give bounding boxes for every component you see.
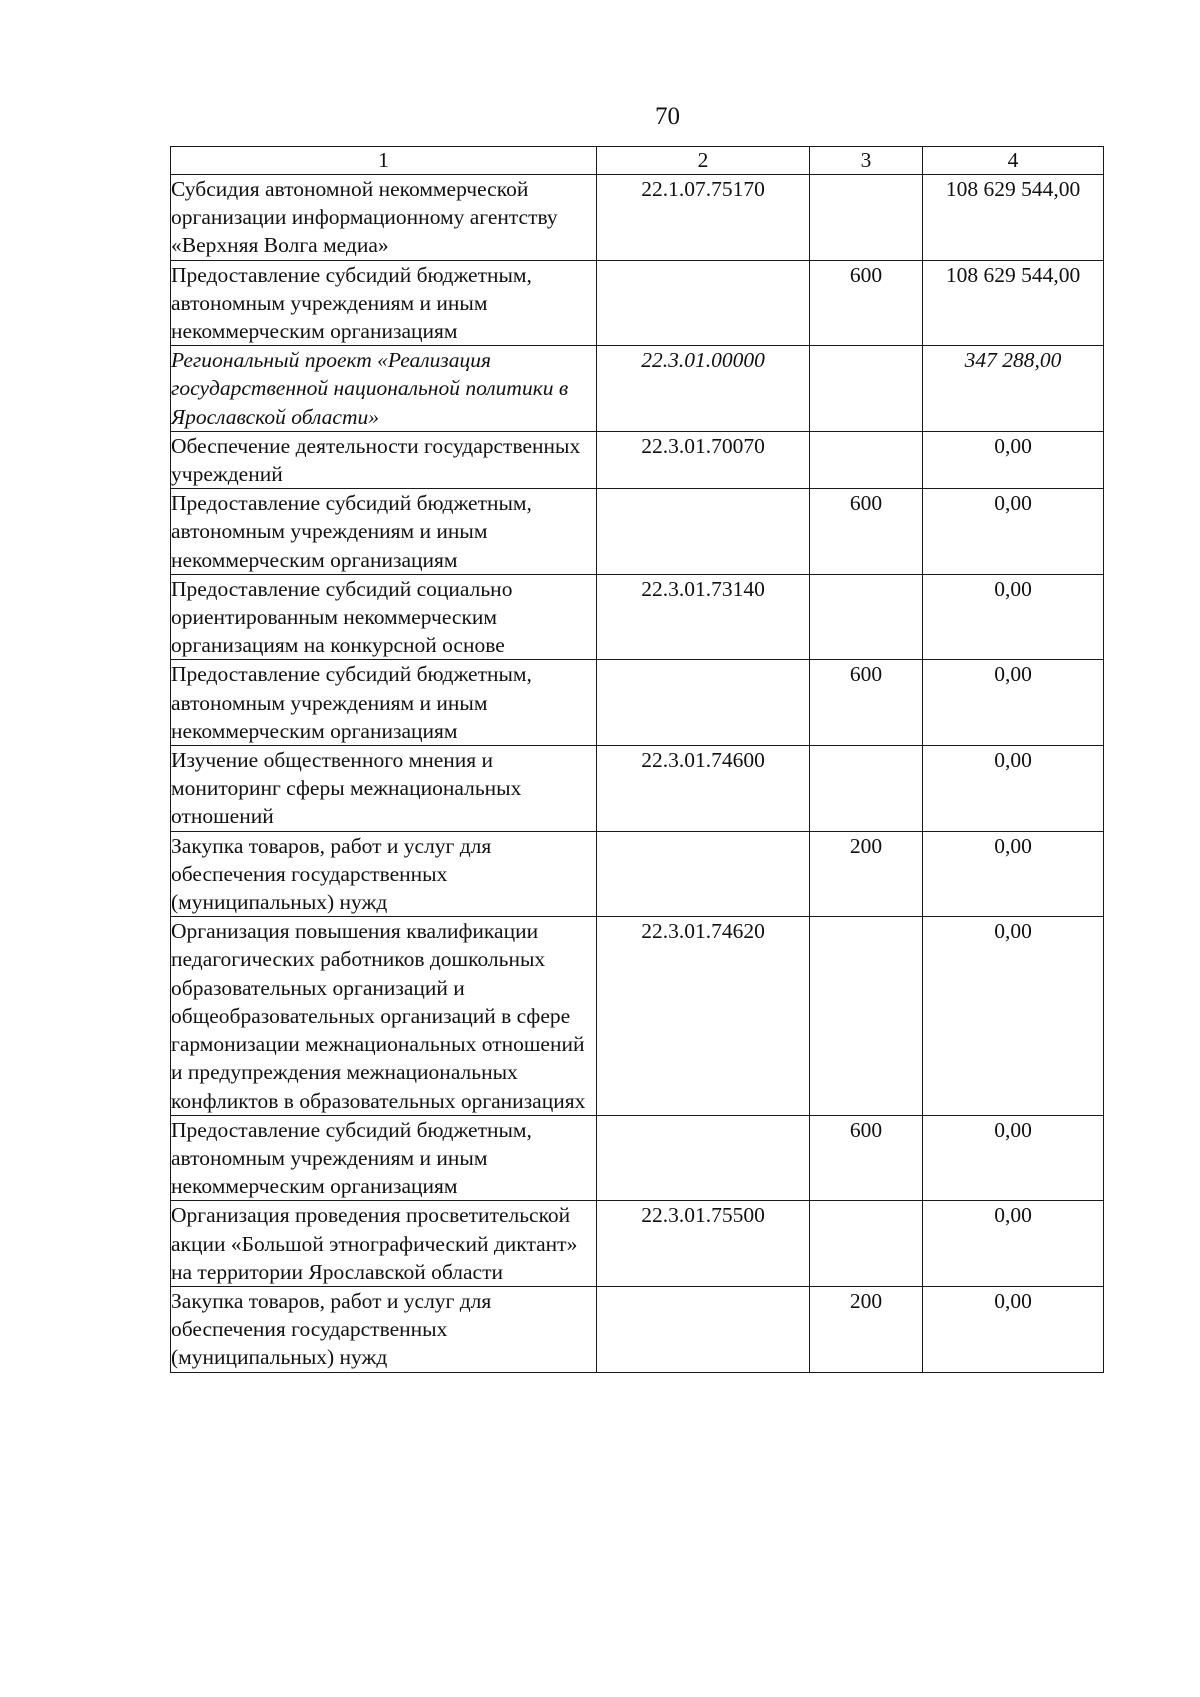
row-name-cell: Предоставление субсидий бюджетным, автономным учреждениям и иным некоммерческим организациям [171, 260, 597, 346]
row-code-cell [597, 1286, 810, 1372]
row-type-cell: 600 [810, 1115, 923, 1201]
row-type-cell [810, 346, 923, 432]
row-amount-cell: 0,00 [923, 1201, 1104, 1287]
row-code-cell [597, 260, 810, 346]
row-type-cell [810, 1201, 923, 1287]
row-code-cell: 22.3.01.73140 [597, 574, 810, 660]
row-amount-cell: 0,00 [923, 574, 1104, 660]
row-amount-cell: 0,00 [923, 489, 1104, 575]
row-amount-cell: 108 629 544,00 [923, 260, 1104, 346]
column-header-name: 1 [171, 147, 597, 175]
row-code-cell [597, 660, 810, 746]
table-row [171, 431, 1104, 488]
row-type-cell [810, 175, 923, 261]
row-name-cell: Обеспечение деятельности государственных учреждений [171, 431, 597, 488]
row-type-cell [810, 746, 923, 832]
table-row [171, 660, 1104, 746]
row-code-cell: 22.3.01.70070 [597, 431, 810, 488]
row-code-cell: 22.3.01.74600 [597, 746, 810, 832]
table-row [171, 831, 1104, 917]
row-type-cell: 600 [810, 489, 923, 575]
row-name-cell: Предоставление субсидий социально ориентированным некоммерческим организациям на конкурсной основе [171, 574, 597, 660]
row-name-cell: Изучение общественного мнения и мониторинг сферы межнациональных отношений [171, 746, 597, 832]
column-header-amount: 4 [923, 147, 1104, 175]
table-row [171, 1115, 1104, 1201]
row-name-cell: Предоставление субсидий бюджетным, автономным учреждениям и иным некоммерческим организациям [171, 1115, 597, 1201]
row-type-cell [810, 917, 923, 1115]
row-code-cell: 22.3.01.00000 [597, 346, 810, 432]
table-header-row [171, 147, 1104, 175]
row-type-cell [810, 574, 923, 660]
row-type-cell: 200 [810, 831, 923, 917]
column-header-code: 2 [597, 147, 810, 175]
table-row [171, 260, 1104, 346]
row-name-cell: Региональный проект «Реализация государственной национальной политики в Ярославской области» [171, 346, 597, 432]
row-code-cell: 22.3.01.74620 [597, 917, 810, 1115]
row-type-cell [810, 431, 923, 488]
row-name-cell: Закупка товаров, работ и услуг для обеспечения государственных (муниципальных) нужд [171, 831, 597, 917]
table-row [171, 746, 1104, 832]
row-code-cell: 22.3.01.75500 [597, 1201, 810, 1287]
row-code-cell [597, 1115, 810, 1201]
row-amount-cell: 0,00 [923, 746, 1104, 832]
row-name-cell: Закупка товаров, работ и услуг для обеспечения государственных (муниципальных) нужд [171, 1286, 597, 1372]
page-number: 70 [655, 103, 680, 130]
row-amount-cell: 0,00 [923, 917, 1104, 1115]
table-row [171, 1201, 1104, 1287]
budget-table [170, 146, 1104, 1373]
row-code-cell: 22.1.07.75170 [597, 175, 810, 261]
row-amount-cell: 0,00 [923, 660, 1104, 746]
row-code-cell [597, 831, 810, 917]
row-amount-cell: 0,00 [923, 1115, 1104, 1201]
row-name-cell: Предоставление субсидий бюджетным, автономным учреждениям и иным некоммерческим организациям [171, 660, 597, 746]
table-body [171, 175, 1104, 1373]
row-type-cell: 600 [810, 260, 923, 346]
row-name-cell: Предоставление субсидий бюджетным, автономным учреждениям и иным некоммерческим организациям [171, 489, 597, 575]
table-row [171, 175, 1104, 261]
row-amount-cell: 108 629 544,00 [923, 175, 1104, 261]
table-row [171, 1286, 1104, 1372]
row-name-cell: Организация проведения просветительской акции «Большой этнографический диктант» на территории Ярославской области [171, 1201, 597, 1287]
row-amount-cell: 0,00 [923, 431, 1104, 488]
row-type-cell: 200 [810, 1286, 923, 1372]
row-name-cell: Организация повышения квалификации педагогических работников дошкольных образовательных организаций и общеобразовательных организаций в сфере гармонизации межнациональных отношений и предупреждения межнациональных конфликтов в образовательных организациях [171, 917, 597, 1115]
row-name-cell: Субсидия автономной некоммерческой организации информационному агентству «Верхняя Волга медиа» [171, 175, 597, 261]
row-code-cell [597, 489, 810, 575]
table-row [171, 346, 1104, 432]
row-amount-cell: 0,00 [923, 1286, 1104, 1372]
row-amount-cell: 347 288,00 [923, 346, 1104, 432]
table-row [171, 489, 1104, 575]
row-type-cell: 600 [810, 660, 923, 746]
table-row [171, 917, 1104, 1115]
row-amount-cell: 0,00 [923, 831, 1104, 917]
column-header-type: 3 [810, 147, 923, 175]
table-row [171, 574, 1104, 660]
